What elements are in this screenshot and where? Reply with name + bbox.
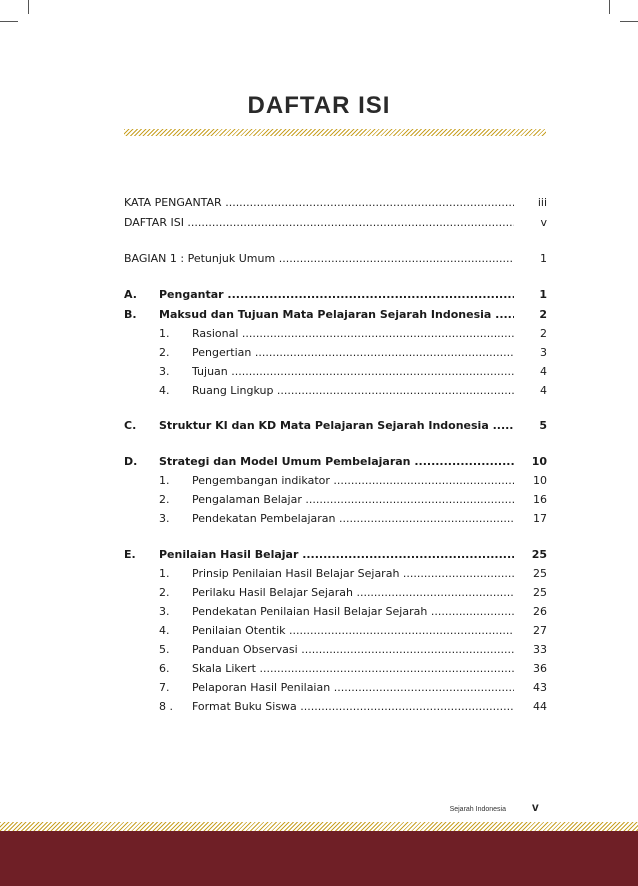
toc-entry-page: iii [537,196,547,209]
toc-entry-number: 2. [159,493,170,506]
toc-entry-title: Strategi dan Model Umum Pembelajaran ..... [159,453,514,471]
toc-entry-page: 43 [533,681,547,694]
toc-entry-page: 33 [533,643,547,656]
toc-entry-title: Pendekatan Pembelajaran ..... [192,510,514,528]
toc-entry-title: Pengalaman Belajar ..... [192,491,514,509]
toc-entry-number: 2. [159,346,170,359]
toc-entry-title: Prinsip Penilaian Hasil Belajar Sejarah ..... [192,565,514,583]
toc-entry-page: 4 [540,365,547,378]
toc-entry [0,698,638,716]
toc-entry-number: C. [124,419,137,432]
toc-entry-page: 16 [533,493,547,506]
toc-entry [0,363,638,381]
toc-entry [0,565,638,583]
toc-entry-page: 10 [531,455,547,468]
toc-entry-number: 3. [159,605,170,618]
toc-entry-page: 27 [533,624,547,637]
toc-entry-number: 8 . [159,700,173,713]
toc-entry-title: Penilaian Otentik ..... [192,622,514,640]
toc-entry [0,491,638,509]
toc-entry-title: Tujuan ..... [192,363,514,381]
toc-entry-number: 4. [159,624,170,637]
toc-entry-number: 1. [159,474,170,487]
toc-entry-title: Skala Likert ..... [192,660,514,678]
toc-entry-title: KATA PENGANTAR ..... [124,194,514,212]
toc-entry [0,382,638,400]
toc-entry [0,472,638,490]
toc-entry [0,214,638,232]
toc-entry [0,194,638,212]
footer-book-title: Sejarah Indonesia [449,806,506,813]
toc-entry-number: 6. [159,662,170,675]
toc-entry-number: 1. [159,567,170,580]
toc-entry-number: 1. [159,327,170,340]
toc-entry-number: D. [124,455,138,468]
toc-entry [0,510,638,528]
toc-entry [0,641,638,659]
toc-entry [0,546,638,564]
toc-entry-title: Maksud dan Tujuan Mata Pelajaran Sejarah Indonesia ..... [159,306,514,324]
toc-entry-number: E. [124,548,136,561]
toc-entry-title: Pengantar ..... [159,286,514,304]
toc-entry [0,603,638,621]
toc-entry-title: Penilaian Hasil Belajar ..... [159,546,514,564]
toc-entry [0,306,638,324]
toc-entry-number: 7. [159,681,170,694]
toc-entry [0,584,638,602]
toc-entry-page: 44 [533,700,547,713]
toc-entry [0,344,638,362]
toc-entry-number: 2. [159,586,170,599]
toc-entry-title: Pengembangan indikator ..... [192,472,514,490]
footer-band [0,831,638,886]
toc-entry-page: 2 [540,327,547,340]
toc-entry-page: 25 [533,586,547,599]
toc-entry-page: 2 [539,308,547,321]
toc-entry-title: Pengertian ..... [192,344,514,362]
toc-entry-page: 1 [540,252,547,265]
toc-entry [0,660,638,678]
toc-entry-title: Perilaku Hasil Belajar Sejarah ..... [192,584,514,602]
toc-entry [0,286,638,304]
footer-hatch [0,822,638,831]
toc-entry [0,679,638,697]
toc-entry-title: Pendekatan Penilaian Hasil Belajar Sejarah ..... [192,603,514,621]
toc-entry-title: Rasional ..... [192,325,514,343]
toc-entry-title: BAGIAN 1 : Petunjuk Umum ..... [124,250,514,268]
toc-entry-title: DAFTAR ISI ..... [124,214,514,232]
toc-entry-page: v [540,216,547,229]
toc-entry-number: 5. [159,643,170,656]
toc-entry-page: 10 [533,474,547,487]
toc-entry-title: Ruang Lingkup ..... [192,382,514,400]
toc-entry-page: 1 [539,288,547,301]
footer-page-number: v [532,800,539,814]
toc-entry-title: Pelaporan Hasil Penilaian ..... [192,679,514,697]
toc-entry-title: Panduan Observasi ..... [192,641,514,659]
toc-entry-page: 3 [540,346,547,359]
toc-entry-page: 5 [539,419,547,432]
toc-entry-number: 4. [159,384,170,397]
toc-entry [0,622,638,640]
toc-entry-page: 25 [533,567,547,580]
toc-entry-page: 4 [540,384,547,397]
toc-entry-page: 17 [533,512,547,525]
toc-entry-page: 36 [533,662,547,675]
toc-entry [0,417,638,435]
toc-entry-number: 3. [159,365,170,378]
toc-entry-number: B. [124,308,137,321]
toc-entry-title: Struktur KI dan KD Mata Pelajaran Sejarah Indonesia ..... [159,417,514,435]
toc-entry-page: 25 [531,548,547,561]
page-title: DAFTAR ISI [247,92,391,119]
toc-entry [0,325,638,343]
toc-entry-number: A. [124,288,137,301]
toc-entry-title: Format Buku Siswa ..... [192,698,514,716]
toc-entry-number: 3. [159,512,170,525]
toc-entry [0,453,638,471]
toc-entry-page: 26 [533,605,547,618]
toc-entry [0,250,638,268]
